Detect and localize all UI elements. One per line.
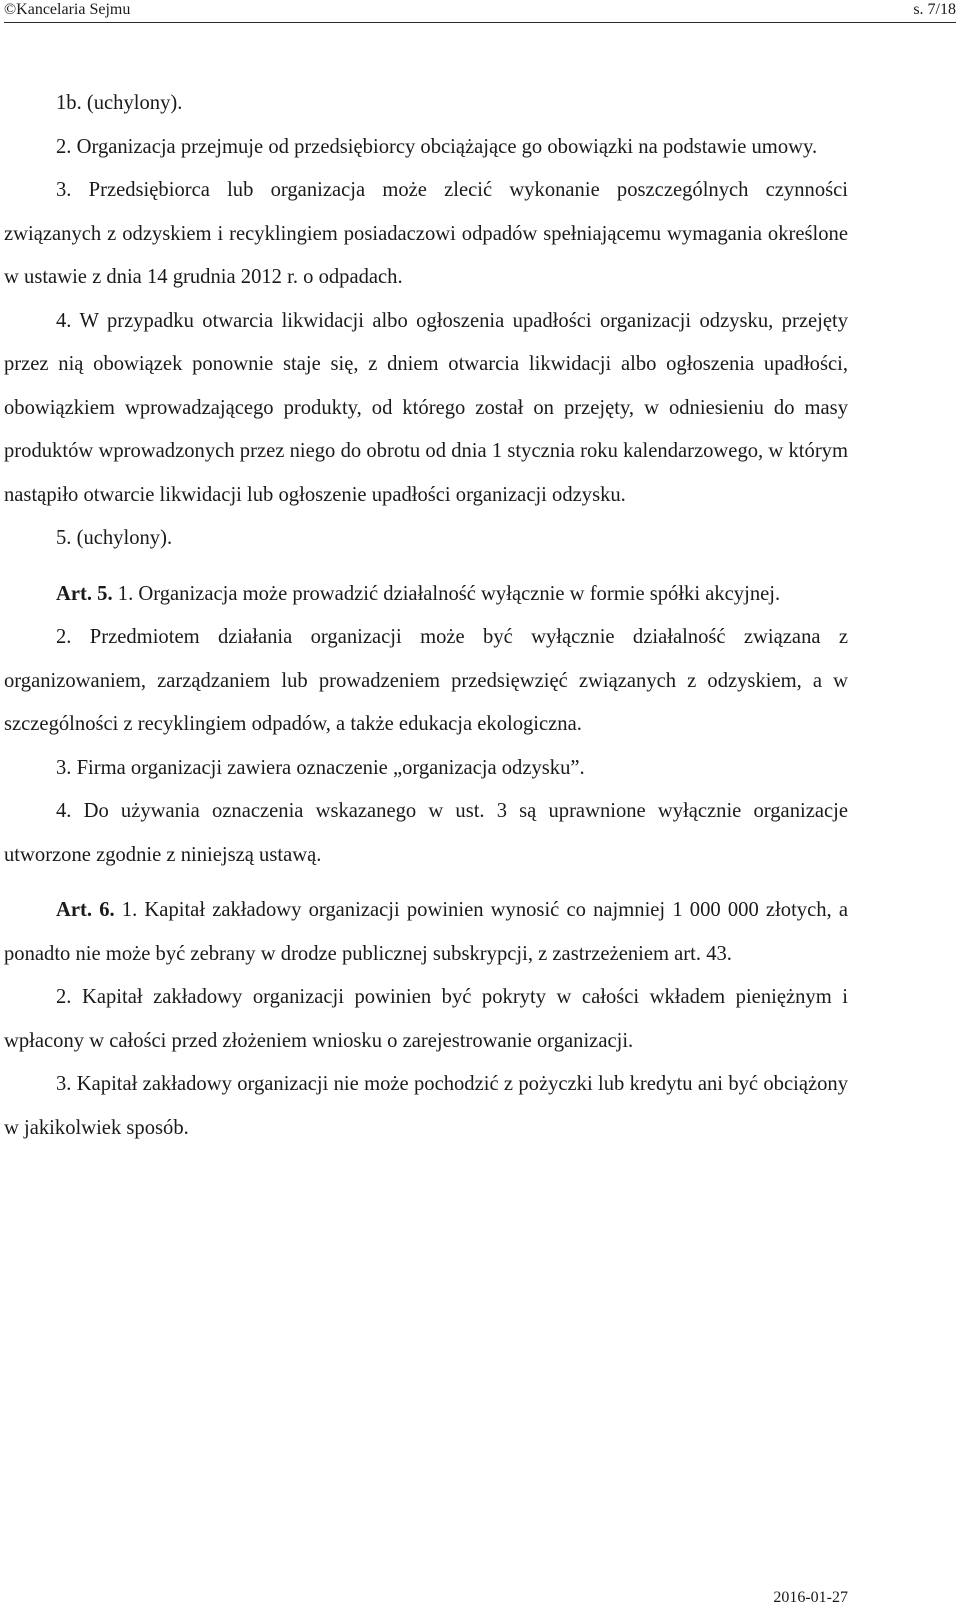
article-6-paragraph-1: Art. 6. 1. Kapitał zakładowy organizacji powinien wynosić co najmniej 1 000 000 złotych, a ponadto nie może być zebrany w drodze publicznej subskrypcji, z zastrzeżeniem art. 43. [4, 899, 848, 965]
article-6-heading: Art. 6. [56, 899, 115, 921]
article-6-paragraph-3: 3. Kapitał zakładowy organizacji nie może pochodzić z pożyczki lub kredytu ani być obciążony w jakikolwiek sposób. [4, 1073, 848, 1139]
page-header [4, 0, 956, 23]
article-6-paragraph-2: 2. Kapitał zakładowy organizacji powinien być pokryty w całości wkładem pieniężnym i wpłacony w całości przed złożeniem wniosku o zarejestrowanie organizacji. [4, 986, 848, 1052]
article-5-heading: Art. 5. [56, 582, 113, 605]
paragraph-1b: 1b. (uchylony). [56, 92, 183, 114]
page-footer-date: 2016-01-27 [773, 1589, 848, 1606]
article-5-paragraph-2: 2. Przedmiotem działania organizacji może być wyłącznie działalność związana z organizowaniem, zarządzaniem lub prowadzeniem przedsięwzięć związanych z odzyskiem, a w szczególności z recyklingiem odpadów, a także edukacja ekologiczna. [4, 626, 848, 735]
article-5-paragraph-4: 4. Do używania oznaczenia wskazanego w ust. 3 są uprawnione wyłącznie organizacje utworzone zgodnie z niniejszą ustawą. [4, 800, 848, 866]
paragraph-4: 4. W przypadku otwarcia likwidacji albo ogłoszenia upadłości organizacji odzysku, przejęty przez nią obowiązek ponownie staje się, z dniem otwarcia likwidacji albo ogłoszenia upadłości, obowiązkiem wprowadzającego produkty, od którego został on przejęty, w odniesieniu do masy produktów wprowadzonych przez niego do obrotu od dnia 1 stycznia roku kalendarzowego, w którym nastąpiło otwarcie likwidacji lub ogłoszenie upadłości organizacji odzysku. [4, 309, 848, 506]
document-body [4, 82, 848, 1150]
paragraph-5: 5. (uchylony). [56, 527, 173, 549]
publisher-label: ©Kancelaria Sejmu [4, 1, 131, 18]
article-5-paragraph-1: Art. 5. 1. Organizacja może prowadzić działalność wyłącznie w formie spółki akcyjnej. [56, 582, 781, 605]
article-5-paragraph-3: 3. Firma organizacji zawiera oznaczenie „organizacja odzysku”. [56, 756, 585, 779]
paragraph-2: 2. Organizacja przejmuje od przedsiębiorcy obciążające go obowiązki na podstawie umowy. [56, 135, 818, 158]
page-number: s. 7/18 [913, 1, 956, 18]
paragraph-3: 3. Przedsiębiorca lub organizacja może zlecić wykonanie poszczególnych czynności związanych z odzyskiem i recyklingiem posiadaczowi odpadów spełniającemu wymagania określone w ustawie z dnia 14 grudnia 2012 r. o odpadach. [4, 179, 848, 288]
